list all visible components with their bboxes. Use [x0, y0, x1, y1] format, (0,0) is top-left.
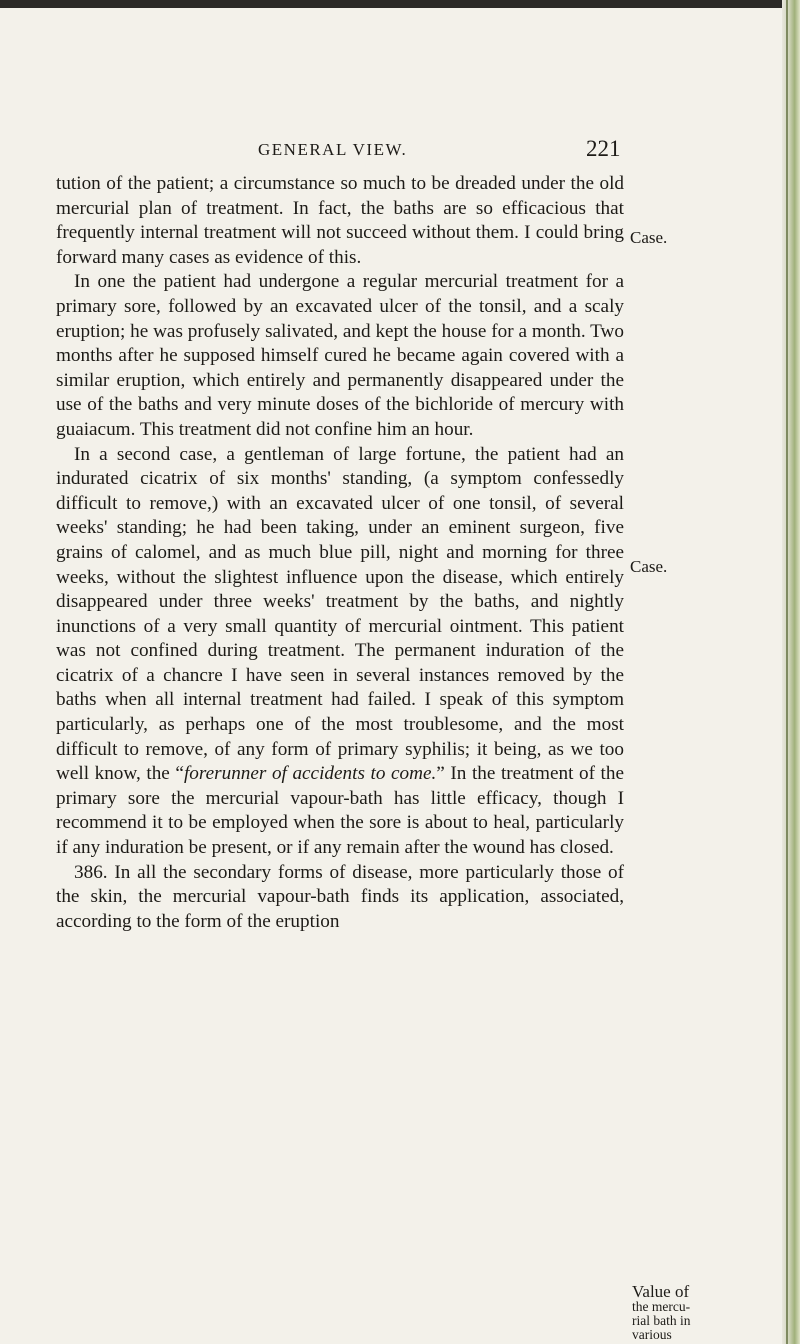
margin-note-value-line-3: rial bath in — [632, 1313, 691, 1328]
paragraph-2-text: In one the patient had undergone a regular mercurial treatment for a primary sore, followed by an excavated ulcer of the tonsil, and a scaly eruption; he was profusely salivated, and kept the house for a month. Two months after he supposed himself cured he became again covered with a similar eruption, which entirely and permanently disappeared under the use of the baths and very minute doses of the bichloride of mercury with guaiacum. This treatment did not confine him an hour. — [56, 271, 624, 440]
binding-line — [786, 0, 788, 1344]
paragraph-4 — [56, 861, 624, 935]
right-page-edge — [782, 0, 800, 1344]
margin-note-value-line-1: Value of — [632, 1282, 690, 1301]
margin-note-value-line-2: the mercu- — [632, 1299, 691, 1314]
margin-note-case-1: Case. — [630, 228, 668, 247]
paragraph-3 — [56, 443, 624, 861]
paragraph-3-text-after: ” In the treatment of the primary sore the mercurial vapour-bath has little efficacy, though I recommend it to be employed when the sore is about to heal, particularly if any induration be present, or if any remain after the wound has closed. — [56, 763, 624, 859]
page-header — [0, 136, 760, 172]
paragraph-1-text: tution of the patient; a circumstance so much to be dreaded under the old mercurial plan of treatment. In fact, the baths are so efficacious that frequently internal treatment will not succeed without them. I could bring forward many cases as evidence of this. — [56, 173, 624, 268]
paragraph-1 — [56, 172, 624, 270]
paragraph-4-text: 386. In all the secondary forms of disease, more particularly those of the skin, the mercurial vapour-bath finds its application, associated, according to the form of the eruption — [56, 861, 624, 932]
margin-note-case-2: Case. — [630, 557, 668, 576]
paragraph-3-text: In a second case, a gentleman of large fortune, the patient had an indurated cicatrix of six months' standing, (a symptom confessedly difficult to remove,) with an excavated ulcer of one tonsil, of several weeks' standing; he had been taking, under an eminent surgeon, five grains of calomel, and as much blue pill, night and morning for three weeks, without the slightest influence upon the disease, which entirely disappeared under three weeks' treatment by the baths, and nightly inunctions of a very small quantity of mercurial ointment. This patient was not confined during treatment. The permanent induration of the cicatrix of a chancre I have seen in several instances removed by the baths when all internal treatment had failed. I speak of this symptom particularly, as perhaps one of the most troublesome, and the most difficult to remove, of any form of primary syphilis; it being, as we too well know, the “ — [56, 443, 624, 785]
margin-note-value-line-4: various — [632, 1327, 672, 1342]
body-text — [56, 172, 624, 934]
page-number: 221 — [586, 136, 621, 161]
paragraph-3-quote: forerunner of accidents to come. — [183, 763, 437, 785]
paragraph-2 — [56, 270, 624, 442]
margin-note-value — [632, 1283, 712, 1342]
running-head: GENERAL VIEW. — [258, 140, 408, 159]
